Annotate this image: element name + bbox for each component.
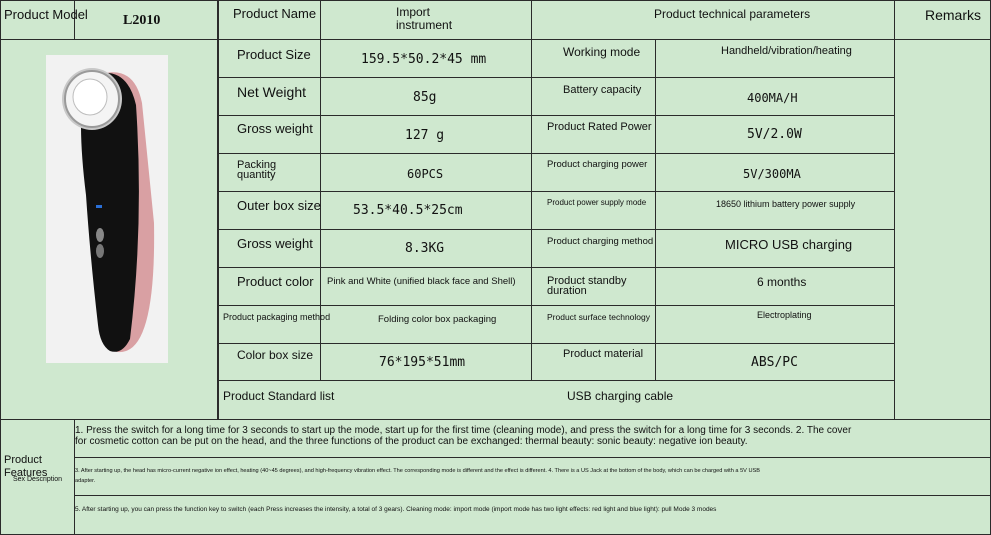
param-value-cell bbox=[656, 268, 895, 306]
param-label: Product power supply mode bbox=[547, 198, 647, 207]
spec-value-cell bbox=[321, 268, 532, 306]
param-value: 5V/2.0W bbox=[747, 127, 802, 142]
param-value: 400MA/H bbox=[747, 91, 798, 105]
param-label-cell bbox=[532, 192, 656, 230]
param-label-cell bbox=[532, 78, 656, 116]
spec-value: 85g bbox=[413, 90, 437, 105]
param-label: Product charging power bbox=[547, 159, 648, 170]
spec-value-cell bbox=[321, 344, 532, 381]
param-label-cell bbox=[532, 154, 656, 192]
standard-list-value: USB charging cable bbox=[567, 389, 674, 403]
param-label-cell bbox=[532, 40, 656, 78]
params-label-cell bbox=[532, 0, 895, 40]
spec-value-cell bbox=[321, 230, 532, 268]
spec-label-cell bbox=[218, 306, 331, 344]
remarks-label-cell bbox=[895, 0, 991, 40]
param-value: Handheld/vibration/heating bbox=[721, 45, 852, 57]
spec-value-cell bbox=[321, 78, 532, 116]
feature-line-3: 5. After starting up, you can press the function key to switch (each Press increases the intensity, a total of 3 gears). Cleaning mode: import mode (import mode has two light effects: red light and blue light): pull Mode 3 modes bbox=[75, 506, 717, 513]
spec-value-cell bbox=[321, 40, 532, 78]
spec-label-cell bbox=[218, 230, 321, 268]
param-label: Product charging method bbox=[547, 236, 654, 247]
name-value-cell bbox=[321, 0, 532, 40]
feature-line-3-cell bbox=[75, 496, 991, 535]
features-label-cell bbox=[0, 420, 75, 535]
spec-label-cell bbox=[218, 154, 321, 192]
standard-list-label: Product Standard list bbox=[223, 389, 335, 403]
param-value-cell bbox=[656, 78, 895, 116]
spec-value: 127 g bbox=[405, 128, 445, 143]
model-value-cell bbox=[75, 0, 218, 40]
feature-line-1-cell bbox=[75, 420, 991, 458]
spec-label-cell bbox=[218, 78, 321, 116]
feature-line-2-cell bbox=[75, 458, 991, 496]
spec-label: Gross weight bbox=[237, 236, 313, 251]
spec-label: Product Size bbox=[237, 47, 311, 62]
param-value-cell bbox=[656, 230, 895, 268]
model-value: L2010 bbox=[123, 13, 161, 28]
feature-line-1: 1. Press the switch for a long time for 3 seconds to start up the mode, start up for the first time (cleaning mode), and press the switch for a long time for 3 seconds. 2. The cover for cosmetic cotton can be put on the head, and the three functions of the product can be exchanged: thermal beauty: sonic beauty: negative ion beauty. bbox=[75, 425, 852, 447]
param-label-cell bbox=[532, 230, 656, 268]
param-value: ABS/PC bbox=[751, 355, 798, 370]
name-value: Import instrument bbox=[396, 5, 453, 33]
params-label: Product technical parameters bbox=[654, 7, 811, 21]
spec-label: Outer box size bbox=[237, 198, 321, 213]
param-label-cell bbox=[532, 116, 656, 154]
spec-label: Net Weight bbox=[237, 84, 306, 100]
param-value: MICRO USB charging bbox=[725, 237, 853, 252]
feature-line-2: 3. After starting up, the head has micro-current negative ion effect, heating (40~45 degrees), and high-frequency vibration effect. The corresponding mode is different and the effect is different. 4. There is a US Jack at the bottom of the body, which can be charged with a 5V USB adapter. bbox=[75, 468, 760, 484]
remarks-label: Remarks bbox=[925, 7, 982, 23]
spec-value-cell bbox=[321, 116, 532, 154]
spec-label-cell bbox=[218, 192, 321, 230]
spec-value: Folding color box packaging bbox=[378, 314, 497, 325]
param-value: Electroplating bbox=[757, 310, 812, 320]
spec-value: 60PCS bbox=[407, 167, 444, 181]
name-label-cell bbox=[218, 0, 321, 40]
spec-label-cell bbox=[218, 116, 321, 154]
param-value-cell bbox=[656, 306, 895, 344]
model-label-cell bbox=[0, 0, 88, 40]
spec-label: Gross weight bbox=[237, 121, 313, 136]
beauty-device-image bbox=[46, 55, 168, 363]
spec-label-cell bbox=[218, 40, 321, 78]
model-label: Product Model bbox=[4, 7, 88, 22]
spec-value: 76*195*51mm bbox=[379, 355, 466, 370]
spec-label-cell bbox=[218, 268, 321, 306]
remarks-cell bbox=[895, 40, 991, 420]
standard-list-cell bbox=[218, 381, 895, 420]
spec-label: Color box size bbox=[237, 348, 314, 362]
spec-label-cell bbox=[218, 344, 321, 381]
spec-value: 8.3KG bbox=[405, 241, 445, 256]
param-value-cell bbox=[656, 116, 895, 154]
param-value-cell bbox=[656, 192, 895, 230]
param-label: Product material bbox=[563, 348, 644, 360]
param-value: 6 months bbox=[757, 275, 807, 289]
spec-value-cell bbox=[321, 154, 532, 192]
spec-value: 159.5*50.2*45 mm bbox=[361, 52, 487, 67]
param-label-cell bbox=[532, 306, 656, 344]
param-label: Working mode bbox=[563, 45, 641, 59]
spec-value-cell bbox=[321, 192, 532, 230]
param-label: Battery capacity bbox=[563, 84, 642, 96]
param-label: Product Rated Power bbox=[547, 121, 652, 133]
param-label-cell bbox=[532, 344, 656, 381]
param-value-cell bbox=[656, 154, 895, 192]
spec-label: Product packaging method bbox=[223, 312, 331, 322]
param-value-cell bbox=[656, 344, 895, 381]
features-label: Product Features bbox=[4, 454, 48, 479]
spec-value: 53.5*40.5*25cm bbox=[353, 203, 463, 218]
name-label: Product Name bbox=[233, 6, 317, 21]
product-photo bbox=[46, 55, 168, 363]
param-value: 5V/300MA bbox=[743, 167, 801, 181]
param-label-cell bbox=[532, 268, 656, 306]
param-value-cell bbox=[656, 40, 895, 78]
spec-value: Pink and White (unified black face and Shell) bbox=[327, 276, 516, 287]
param-value: 18650 lithium battery power supply bbox=[716, 199, 856, 209]
param-label: Product standby duration bbox=[547, 275, 627, 298]
spec-label: Product color bbox=[237, 274, 314, 289]
product-image-cell bbox=[0, 40, 218, 420]
spec-value-cell bbox=[321, 306, 532, 344]
features-sub-label: Sex Description bbox=[13, 476, 63, 483]
param-label: Product surface technology bbox=[547, 312, 651, 322]
spec-label: Packing quantity bbox=[237, 159, 277, 182]
